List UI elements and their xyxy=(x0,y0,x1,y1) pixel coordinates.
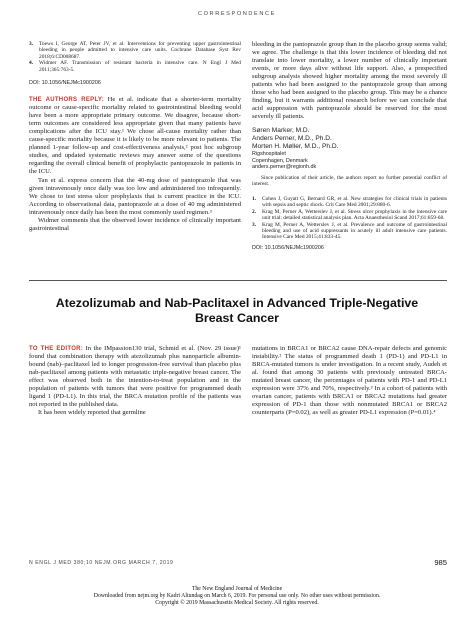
author-name: Søren Marker, M.D. xyxy=(252,127,310,135)
running-header: CORRESPONDENCE xyxy=(197,11,277,17)
right-column-bottom xyxy=(252,345,447,417)
left-column-top xyxy=(29,41,241,233)
body-paragraph: Tan et al. express concern that the 40-mg dose of pantoprazole that was given intravenously once daily was too low and administered too infrequently. We chose to test stress ulcer prophylaxis that is current practice in the ICU. According to observational data, pantoprazole at a dose of 40 mg administered intravenously once daily has been the most commonly used regimen.³ xyxy=(29,176,241,216)
journal-footer xyxy=(29,560,447,566)
author-name: Anders Perner, M.D., Ph.D. xyxy=(252,135,332,143)
author-email: anders.perner@regionh.dk xyxy=(252,164,317,171)
journal-citation: N ENGL J MED 380;10 NEJM.ORG MARCH 7, 2019 xyxy=(29,560,174,566)
page-number: 985 xyxy=(434,558,447,567)
download-notice xyxy=(0,586,474,608)
disclosure-note: Since publication of their article, the authors report no further potential conflict of interest. xyxy=(252,174,447,188)
copyright-line: Copyright © 2019 Massachusetts Medical Society. All rights reserved. xyxy=(155,600,319,607)
right-column-top xyxy=(252,41,447,252)
affiliation: Copenhagen, Denmark xyxy=(252,157,308,164)
body-paragraph: TO THE EDITOR: In the IMpassion130 trial, Schmid et al. (Nov. 29 issue)¹ found that combination therapy with atezolizumab plus nanoparticle albumin-bound (nab)–paclitaxel led to longer progression-free survival than placebo plus nab-paclitaxel among patients with metastatic triple-negative breast cancer. The effect was observed both in the intention-to-treat population and in the population of patients with tumors that were positive for programmed death ligand 1 (PD-L1). In this trial, the BRCA mutation profile of the patients was not reported in the published data. xyxy=(29,345,241,409)
reference-list xyxy=(252,196,447,241)
reference-item: 1. Cohen J, Guyatt G, Bernard GR, et al. New strategies for clinical trials in patients with sepsis and septic shock. Crit Care Med 2001;29:880-6. xyxy=(252,195,447,209)
reply-label: THE AUTHORS REPLY: xyxy=(29,97,105,104)
reference-item: 4. Widmer AF. Transmission of resistant bacteria in intensive care. N Engl J Med 2011;365:763-5. xyxy=(29,60,241,73)
body-paragraph: Widmer comments that the observed lower incidence of clinically important gastrointestinal xyxy=(29,216,241,232)
author-name: Morten H. Møller, M.D., Ph.D. xyxy=(252,143,339,151)
author-signatures xyxy=(252,127,447,170)
editor-label: TO THE EDITOR: xyxy=(29,346,84,352)
journal-name: The New England Journal of Medicine xyxy=(191,586,283,592)
article-title: Atezolizumab and Nab-Paclitaxel in Advanced Triple-Negative Breast Cancer xyxy=(55,296,419,325)
doi-line: DOI: 10.1056/NEJMc1900206 xyxy=(29,80,101,87)
body-paragraph: It has been widely reported that germline xyxy=(38,409,146,417)
section-divider xyxy=(29,280,447,281)
doi-line: DOI: 10.1056/NEJMc1900206 xyxy=(252,244,324,251)
reference-item: 3. Toews I, George AT, Peter JV, et al. Interventions for preventing upper gastrointestinal bleeding in people admitted to intensive care units. Cochrane Database Syst Rev 2018;6:CD008687. xyxy=(29,41,241,60)
download-line: Downloaded from nejm.org by Kadri Altundag on March 6, 2019. For personal use only. No other uses without permission. xyxy=(93,593,381,600)
body-paragraph: bleeding in the pantoprazole group than in the placebo group seems valid; we agree. The challenge is that this lower incidence of bleeding did not translate into lower mortality, a lower number of clinically important events, or more days alive without life support. Also, a prespecified subgroup analysis showed higher mortality among the most severely ill patients who had been assigned to the pantoprazole group than among those who had been assigned to the placebo group. This may be a chance finding, but it warrants additional research before we can conclude that acid suppression with pantoprazole should be reserved for the most severely ill patients. xyxy=(252,41,447,121)
affiliation: Rigshospitalet xyxy=(252,151,286,158)
reference-item: 2. Krag M, Perner A, Wetterslev J, et al. Stress ulcer prophylaxis in the intensive care unit trial: detailed statistical analysis plan. Acta Anaesthesiol Scand 2017;61:859-68. xyxy=(252,208,447,222)
reference-item: 3. Krag M, Perner A, Wetterslev J, et al. Prevalence and outcome of gastrointestinal bleeding and use of acid suppressants in acutely ill adult intensive care patients. Intensive Care Med 2015;41:833-45. xyxy=(252,221,447,241)
authors-reply-paragraph: THE AUTHORS REPLY: He et al. indicate that a shorter-term mortality outcome or cause-specific mortality related to gastrointestinal bleeding would have been a more appropriate primary outcome. We disagree, because short-term outcomes are considered less appropriate given that many patients have complications after the ICU stay.¹ We chose all-cause mortality rather than cause-specific mortality because it is likely to be more relevant to patients. The planned 1-year follow-up and cost-effectiveness analysis,² post hoc subgroup studies, and updated systematic reviews may answer some of the questions regarding the overall clinical benefit of prophylactic pantoprazole in patients in the ICU. xyxy=(29,96,241,176)
body-paragraph: mutations in BRCA1 or BRCA2 cause DNA-repair defects and genomic instability.² The status of programmed death 1 (PD-1) and PD-L1 in BRCA-mutated tumors is under investigation. In a recent study, Audeh et al. found that among 30 patients with previously untreated BRCA-mutated breast cancer, the percentages of patients with PD-1 and PD-L1 expression were 37% and 70%, respectively.³ In a cohort of patients with ovarian cancer, patients with BRCA1 or BRCA2 mutations had greater expression of PD-1 than those with nonmutated BRCA1 or BRCA2 counterparts (P=0.02), as well as greater PD-L1 expression (P=0.01).⁴ xyxy=(252,345,447,417)
left-column-bottom xyxy=(29,345,241,417)
